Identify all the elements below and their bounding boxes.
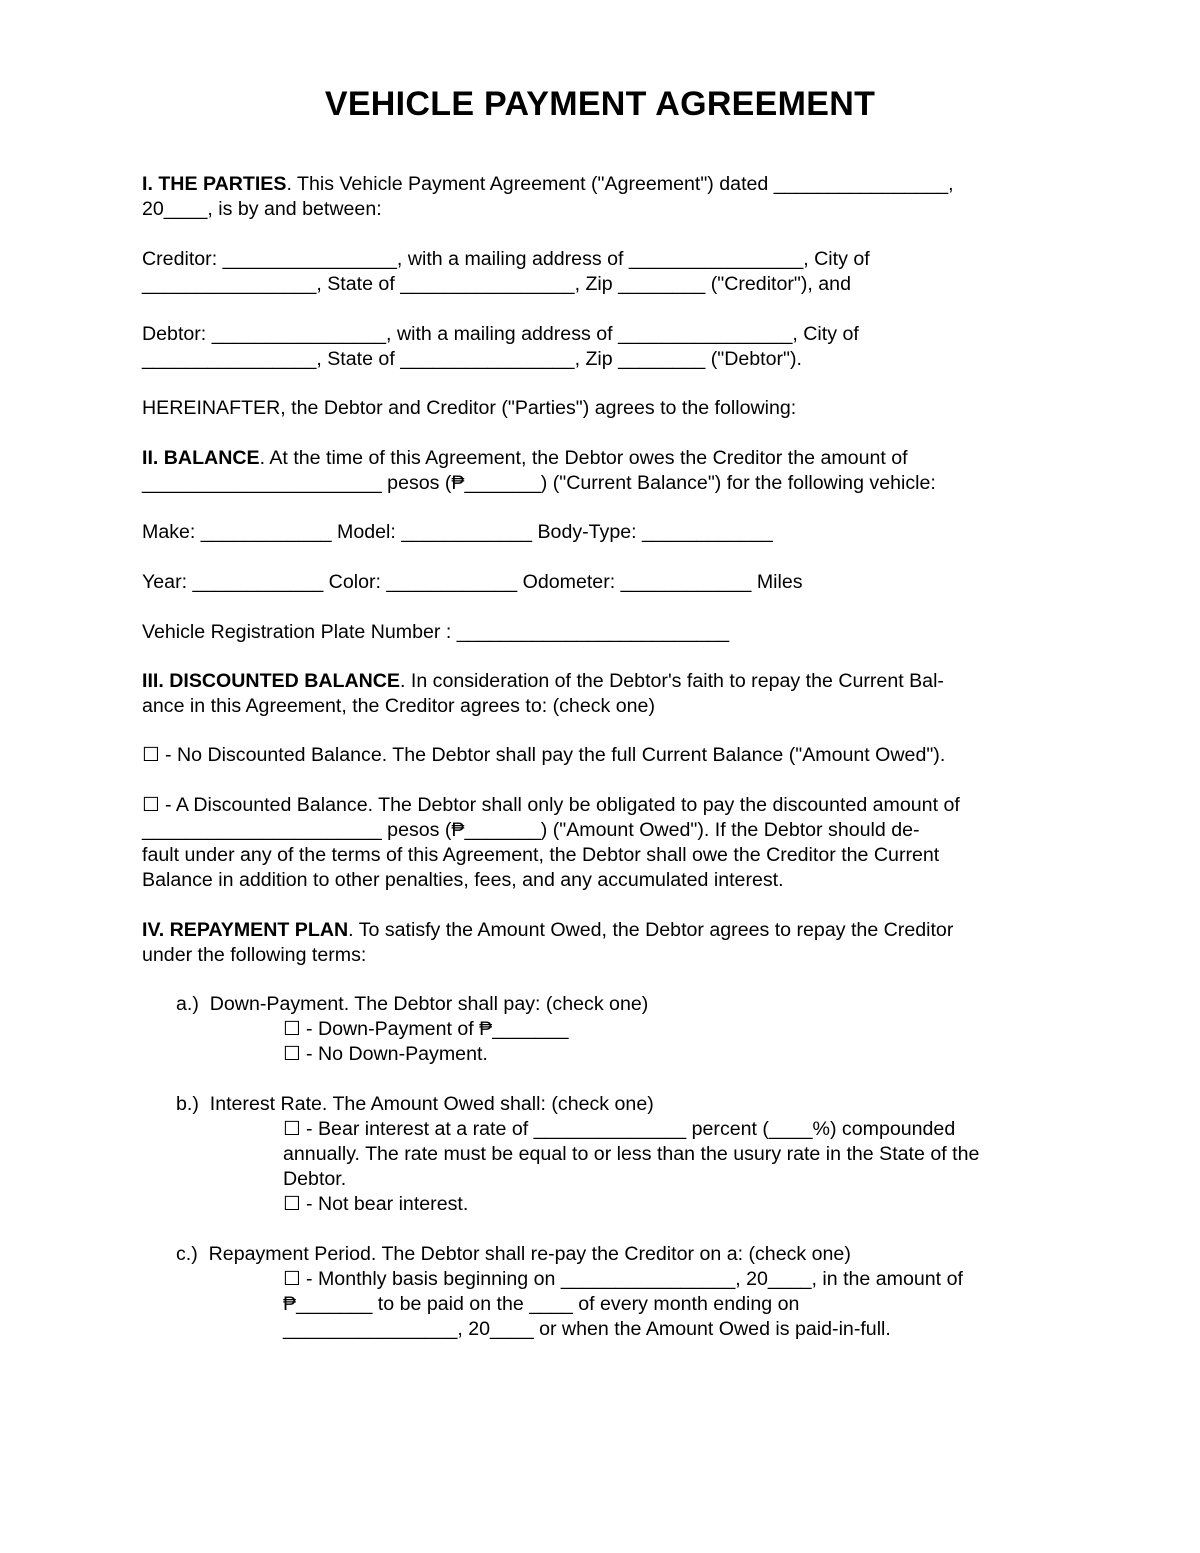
vehicle-year-line <box>142 570 1067 595</box>
debtor-line: ________________, State of ________________, Zip ________ ("Debtor"). <box>142 348 802 370</box>
option-discount <box>142 793 1067 893</box>
vehicle-make-line <box>142 520 1067 545</box>
paragraph-text: under the following terms: <box>142 944 367 966</box>
paragraph-text: . This Vehicle Payment Agreement ("Agreement") dated ________________, <box>286 173 954 195</box>
section-discounted-balance <box>142 669 1067 719</box>
item-label: b.) Interest Rate. The Amount Owed shall: (check one) <box>176 1093 654 1115</box>
item-label: a.) Down-Payment. The Debtor shall pay: (check one) <box>176 993 649 1015</box>
paragraph-text: ance in this Agreement, the Creditor agrees to: (check one) <box>142 695 655 717</box>
checkbox-option-text: ☐ - A Discounted Balance. The Debtor shall only be obligated to pay the discounted amount of <box>142 794 960 816</box>
section-heading: IV. REPAYMENT PLAN <box>142 919 349 941</box>
paragraph-text: ________________, 20____ or when the Amount Owed is paid-in-full. <box>283 1318 891 1340</box>
item-repayment-period <box>176 1242 851 1267</box>
vehicle-year-text: Year: ____________ Color: ____________ Odometer: ____________ Miles <box>142 571 803 593</box>
paragraph-text: ______________________ pesos (₱_______) ("Amount Owed"). If the Debtor should de- <box>142 819 920 841</box>
section-parties <box>142 172 1067 222</box>
paragraph-text: fault under any of the terms of this Agreement, the Debtor shall owe the Creditor the Current <box>142 844 940 866</box>
paragraph-text: 20____, is by and between: <box>142 198 382 220</box>
item-down-payment <box>176 992 648 1017</box>
section-heading: III. DISCOUNTED BALANCE <box>142 670 400 692</box>
section-balance <box>142 446 1067 496</box>
paragraph-text: ______________________ pesos (₱_______) ("Current Balance") for the following vehicle: <box>142 472 936 494</box>
paragraph-text: . In consideration of the Debtor's faith to repay the Current Bal- <box>400 670 944 692</box>
vehicle-make-text: Make: ____________ Model: ____________ Body-Type: ____________ <box>142 521 773 543</box>
paragraph-text: Debtor. <box>283 1168 347 1190</box>
checkbox-option-text: ☐ - Not bear interest. <box>283 1193 469 1215</box>
section-heading: II. BALANCE <box>142 447 260 469</box>
repayment-period-options <box>283 1267 1073 1342</box>
option-no-discount <box>142 743 1067 768</box>
section-repayment-plan <box>142 918 1067 968</box>
checkbox-option-text: ☐ - Bear interest at a rate of ______________ percent (____%) compounded <box>283 1118 956 1140</box>
creditor-line: ________________, State of ________________, Zip ________ ("Creditor"), and <box>142 273 851 295</box>
item-label: c.) Repayment Period. The Debtor shall re-pay the Creditor on a: (check one) <box>176 1243 851 1265</box>
down-payment-options <box>283 1017 1073 1067</box>
document-title: VEHICLE PAYMENT AGREEMENT <box>324 85 876 123</box>
checkbox-option-text: ☐ - No Down-Payment. <box>283 1043 488 1065</box>
checkbox-option-text: ☐ - No Discounted Balance. The Debtor shall pay the full Current Balance ("Amount Owed"). <box>142 744 946 766</box>
paragraph-text: annually. The rate must be equal to or less than the usury rate in the State of the <box>283 1143 980 1165</box>
creditor-line: Creditor: ________________, with a mailing address of ________________, City of <box>142 248 870 270</box>
vehicle-plate-text: Vehicle Registration Plate Number : _________________________ <box>142 621 730 643</box>
paragraph-text: ₱_______ to be paid on the ____ of every month ending on <box>283 1293 800 1315</box>
vehicle-plate-line <box>142 620 1067 645</box>
creditor-block <box>142 247 1067 297</box>
debtor-block <box>142 322 1067 372</box>
hereinafter-paragraph <box>142 396 1067 421</box>
checkbox-option-text: ☐ - Monthly basis beginning on ________________, 20____, in the amount of <box>283 1268 963 1290</box>
section-heading: I. THE PARTIES <box>142 173 287 195</box>
paragraph-text: . At the time of this Agreement, the Debtor owes the Creditor the amount of <box>259 447 908 469</box>
interest-rate-options <box>283 1117 1073 1217</box>
paragraph-text: HEREINAFTER, the Debtor and Creditor ("Parties") agrees to the following: <box>142 397 797 419</box>
debtor-line: Debtor: ________________, with a mailing address of ________________, City of <box>142 323 859 345</box>
paragraph-text: Balance in addition to other penalties, fees, and any accumulated interest. <box>142 869 784 891</box>
checkbox-option-text: ☐ - Down-Payment of ₱_______ <box>283 1018 569 1040</box>
paragraph-text: . To satisfy the Amount Owed, the Debtor agrees to repay the Creditor <box>348 919 954 941</box>
item-interest-rate <box>176 1092 654 1117</box>
